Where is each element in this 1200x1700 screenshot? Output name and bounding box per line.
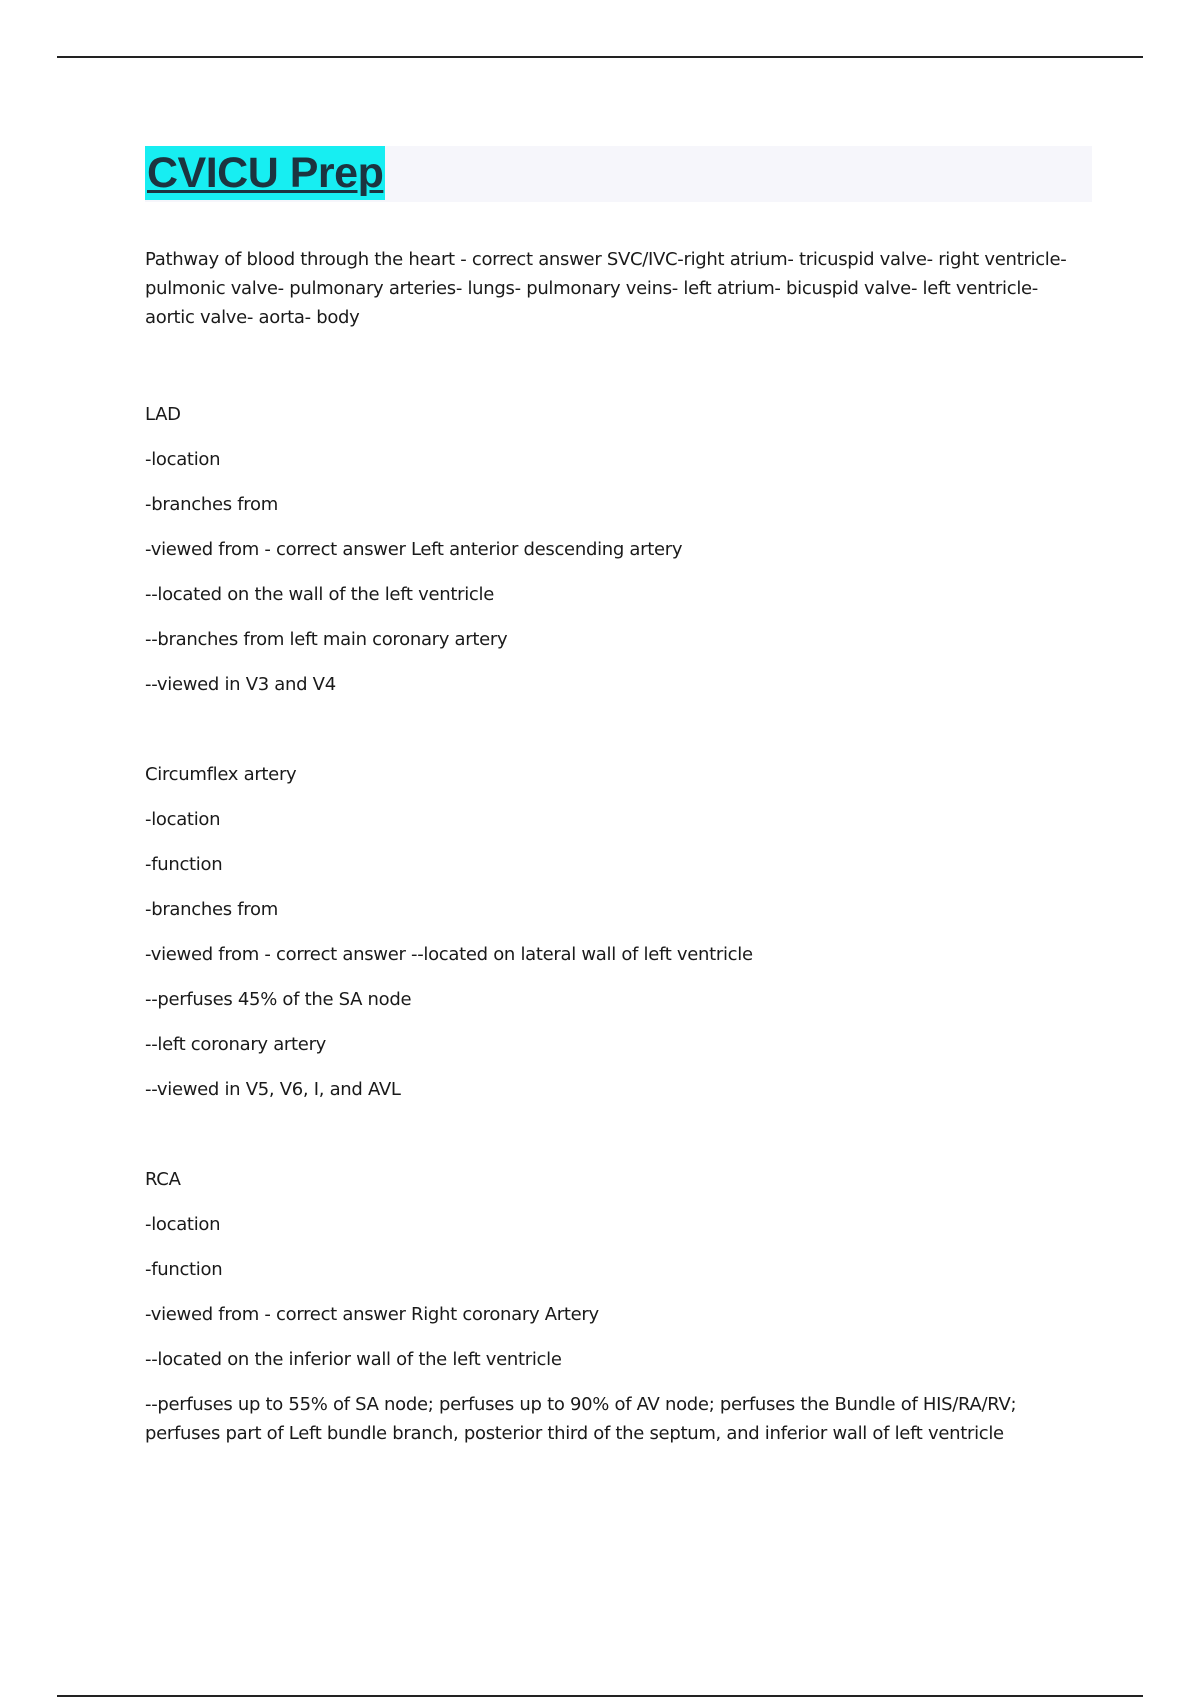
section-line: --branches from left main coronary artery	[145, 629, 508, 650]
document-body	[145, 245, 1080, 1448]
section-line: --perfuses 45% of the SA node	[145, 989, 412, 1010]
top-rule	[57, 56, 1143, 58]
section-circumflex	[145, 752, 1080, 1112]
section-line: -function	[145, 854, 223, 875]
section-line: -branches from	[145, 899, 278, 920]
section-line: -location	[145, 809, 221, 830]
section-paragraph: --perfuses up to 55% of SA node; perfuses up to 90% of AV node; perfuses the Bundle of HIS/RA/RV; perfuses part of Left bundle branch, posterior third of the septum, and inferior wall of left ventricle	[145, 1394, 1017, 1444]
section-line: --located on the wall of the left ventricle	[145, 584, 494, 605]
section-line: -function	[145, 1259, 223, 1280]
section-line: --viewed in V3 and V4	[145, 674, 336, 695]
section-line: -branches from	[145, 494, 278, 515]
section-line: -viewed from - correct answer Left anterior descending artery	[145, 539, 683, 560]
section-line: -location	[145, 1214, 221, 1235]
section-heading: LAD	[145, 404, 181, 425]
section-line: -location	[145, 449, 221, 470]
intro-paragraph: Pathway of blood through the heart - correct answer SVC/IVC-right atrium- tricuspid valve- right ventricle- pulmonic valve- pulmonary arteries- lungs- pulmonary veins- left atrium- bicuspid valve- left ventricle- aortic valve- aorta- body	[145, 249, 1067, 328]
page-title: CVICU Prep	[145, 146, 385, 200]
section-line: --left coronary artery	[145, 1034, 327, 1055]
section-line: -viewed from - correct answer --located on lateral wall of left ventricle	[145, 944, 753, 965]
section-heading: RCA	[145, 1169, 181, 1190]
section-heading: Circumflex artery	[145, 764, 297, 785]
section-lad	[145, 392, 1080, 707]
bottom-rule	[57, 1695, 1143, 1697]
section-line: -viewed from - correct answer Right coronary Artery	[145, 1304, 599, 1325]
section-line: --located on the inferior wall of the left ventricle	[145, 1349, 562, 1370]
section-rca	[145, 1157, 1080, 1448]
section-line: --viewed in V5, V6, I, and AVL	[145, 1079, 401, 1100]
